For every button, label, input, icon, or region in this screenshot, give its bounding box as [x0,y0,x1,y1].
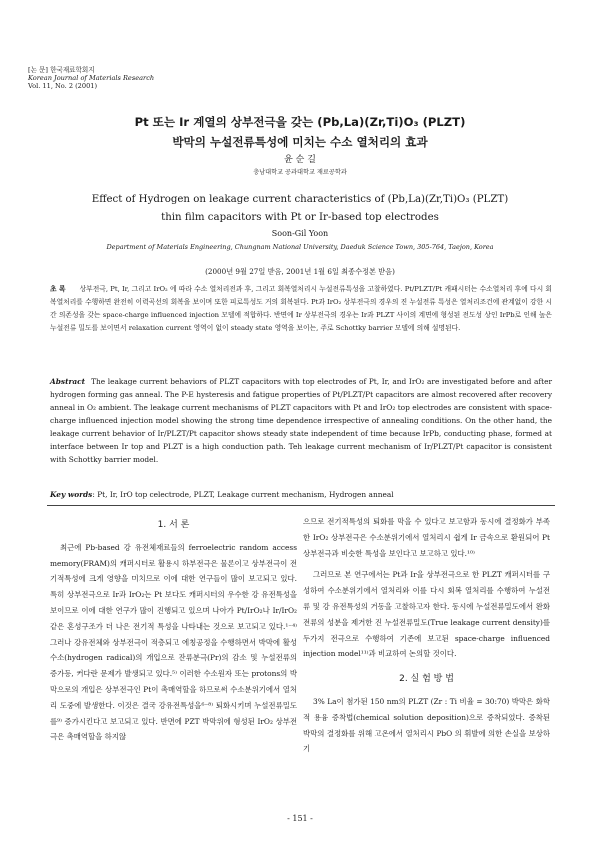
page-number: - 151 - [287,814,313,823]
title-english-line-1: Effect of Hydrogen on leakage current characteristics of (Pb,La)(Zr,Ti)O₃ (PLZT) [91,194,509,205]
paragraph: 으므로 전기적특성의 퇴화를 막을 수 있다고 보고함과 동시에 결정화가 부족한 IrO₂ 상부전극은 수소분위기에서 열처리시 쉽게 Ir 금속으로 환원되어 Pt 상부전극과 비슷한 특성을 보인다고 보고하고 있다.¹⁰⁾ [303,517,550,558]
abstract-english-label: Abstract [50,377,86,386]
title-korean-line-2: 박막의 누설전류특성에 미치는 수소 열처리의 효과 [172,135,428,149]
divider [47,505,555,506]
abstract-korean [50,283,552,335]
abstract-english [50,375,552,466]
title-korean-line-1: Pt 또는 Ir 계열의 상부전극을 갖는 (Pb,La)(Zr,Ti)O₃ (PLZT) [134,115,466,129]
abstract-english-text: The leakage current behaviors of PLZT capacitors with top electrodes of Pt, Ir, and IrO₂ are investigated before and after hydrogen forming gas anneal. The P-E hysteresis and fatigue properties of Pt/PLZT/Pt capacitors are almost recovered after recovery anneal in O₂ ambient. The leakage current mechanisms of PLZT capacitors with Pt and IrO₂ top electrodes are consistent with space-charge influenced injection model showing the strong time dependence irrespective of annealing conditions. On the other hand, the leakage current behavior of Ir/PLZT/Pt capacitor shows steady state independent of time because IrPb, conducting phase, formed at interface between Ir top and PLZT is a high conduction path. Teh leakage current mechanism of Ir/PLZT/Pt capacitor is consistent with Schottky barrier model. [50,377,552,464]
journal-header [28,66,154,90]
author-english: Soon-Gil Yoon [271,229,329,238]
received-dates: (2000년 9월 27일 받음, 2001년 1월 6일 최종수정본 받음) [205,267,395,276]
journal-name-ko: [논 문] 한국재료학회지 [28,66,95,74]
title-english [0,191,600,227]
journal-volume: Vol. 11, No. 2 (2001) [28,82,98,90]
paragraph: 그러므로 본 연구에서는 Pt과 Ir을 상부전극으로 한 PLZT 캐퍼시터를 구성하여 수소분위기에서 열처리와 이를 다시 회복 열처리를 수행하여 누설전류 및 강 유전특성의 거동을 고찰하고자 한다. 동시에 누설전류밀도에서 완화전류의 성분을 제거한 진 누설전류밀도(True leakage current density)를 두가지 전극으로 수행하여 기존에 보고된 space-charge influenced injection model¹¹⁾과 비교하여 논의할 것이다. [303,570,550,659]
column-left [50,514,297,745]
column-right [303,514,550,757]
keywords-label: Key words [50,490,93,499]
section-heading-introduction: 1. 서 론 [157,520,190,530]
paragraph: 3% La이 첨가된 150 nm의 PLZT (Zr : Ti 비율 = 30:70) 박막은 화학적 용융 증착법(chemical solution deposition)으로 증착되었다. 증착된 박막의 결정화를 위해 고온에서 열처리시 PbO 의 휘발에 의한 손실을 보상하기 [303,696,550,754]
paragraph: 최근에 Pb-based 강 유전체재료들의 ferroelectric random access memory(FRAM)의 캐퍼시터로 활용시 하부전극은 물론이고 상부전극이 전기적특성에 크게 영향을 미치므로 이에 대한 연구들이 많이 보고되고 있다. 특히 상부전극으로 Ir과 IrO₂는 Pt 보다도 캐퍼시터의 우수한 강 유전특성을 보이므로 이에 대한 연구가 많이 진행되고 있으며 나아가 Pt/IrO₂나 Ir/IrO₂ 같은 혼성구조가 더 나은 전기적 특성을 나타내는 것으로 보고되고 있다.¹⁻⁴⁾ 그러나 강유전체와 상부전극이 적층되고 에칭공정을 수행하면서 박막에 활성수소(hydrogen radical)의 개입으로 잔류분극(Pr)의 감소 및 누설전류의 증가등, 커다란 문제가 발생되고 있다.⁵⁾ 이러한 수소원자 또는 protons의 박막으로의 개입은 상부전극인 Pt이 촉매역할을 하므로써 수소분위기에서 열처리 도중에 발생한다. 이것은 결국 강유전특성을⁶⁻⁸⁾ 퇴화시키며 누설전류밀도를⁹⁾ 증가시킨다고 보고되고 있다. 반면에 PZT 박막위에 형성된 IrO₂ 상부전극은 촉매역할을 하지않 [50,542,297,742]
author-korean: 윤 순 길 [284,155,316,165]
affiliation-english: Department of Materials Engineering, Chungnam National University, Daeduk Science Town, 305-764, Taejon, Korea [106,243,494,251]
title-korean [0,112,600,152]
title-english-line-2: thin film capacitors with Pt or Ir-based top electrodes [161,212,439,223]
abstract-korean-label: 초 록 [50,285,66,293]
journal-name-en: Korean Journal of Materials Research [28,74,155,82]
section-heading-methods: 2. 실 험 방 법 [399,674,454,685]
affiliation-korean: 충남대학교 공과대학교 재료공학과 [253,169,347,176]
keywords [50,490,552,499]
abstract-korean-text: 상부전극, Pt, Ir, 그리고 IrO₂ 에 따라 수소 열처리전과 후, 그리고 회복열처리시 누설전류특성을 고찰하였다. Pt/PLZT/Pt 캐패시터는 수소열처리 후에 다시 회복열처리를 수행하면 완전히 이력곡선의 회복을 보이며 또한 피로특성도 거의 회복된다. Pt과 IrO₂ 상부전극의 경우의 진 누설전류 특성은 열처리조건에 관계없이 강한 시간 의존성을 갖는 space-charge influenced injection 모델에 적합하다. 반면에 Ir 상부전극의 경우는 Ir과 PLZT 사이의 계면에 형성된 전도성 상인 IrPb로 인해 높은 누설전류 밀도를 보이면서 relaxation current 영역이 없이 steady state 영역을 보이는, 주로 Schottky barrier 모델에 의해 설명된다. [50,285,552,332]
keywords-text: : Pt, Ir, IrO top celectrode, PLZT, Leakage current mechanism, Hydrogen anneal [92,490,394,499]
